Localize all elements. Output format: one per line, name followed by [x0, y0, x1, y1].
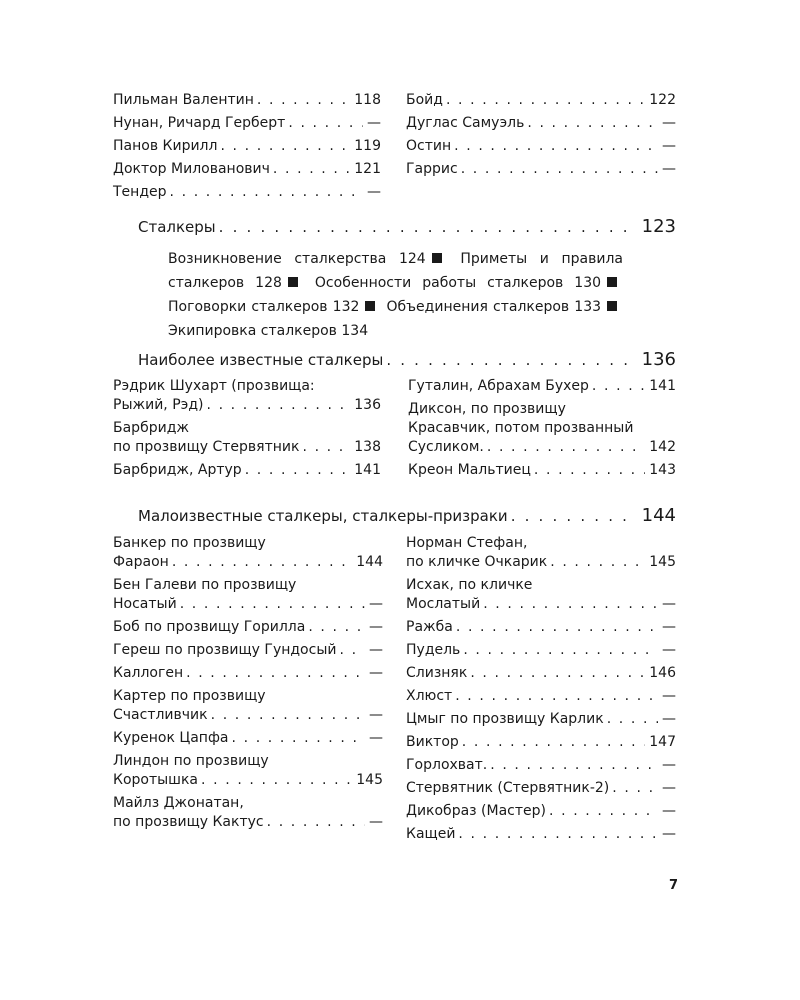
entry-page: —	[369, 619, 383, 635]
toc-entry[interactable]	[406, 756, 676, 775]
entry-page: 145	[356, 772, 383, 788]
subtopic-item[interactable]: Приметы и правила сталкеров 128	[168, 251, 623, 291]
entry-name-line: Красавчик, потом прозванный	[408, 420, 634, 436]
obscure-left-column	[113, 534, 383, 836]
entry-page: —	[369, 707, 383, 723]
toc-entry[interactable]	[408, 400, 676, 457]
entry-name-line: Коротышка	[113, 772, 199, 788]
entry-page: 142	[649, 439, 676, 455]
entry-name-line: Пудель	[406, 642, 461, 658]
toc-entry[interactable]	[406, 687, 676, 706]
entry-name-line: Гуталин, Абрахам Бухер	[408, 378, 589, 394]
entry-name-line: Стервятник (Стервятник-2)	[406, 780, 610, 796]
toc-entry[interactable]	[113, 576, 383, 614]
toc-entry[interactable]	[113, 534, 383, 572]
entry-name-line: Горлохват.	[406, 757, 488, 773]
entry-name-line: Счастливчик	[113, 707, 208, 723]
toc-entry[interactable]	[113, 419, 381, 457]
section-page: 144	[641, 505, 676, 526]
toc-entry[interactable]	[113, 114, 381, 133]
entry-name-line: по прозвищу Кактус	[113, 814, 264, 830]
subtopic-item[interactable]: Возникновение сталкерства 124	[168, 251, 426, 267]
toc-entry[interactable]	[406, 576, 676, 614]
entry-page: 118	[354, 92, 381, 108]
section-title: Наиболее известные сталкеры	[138, 351, 384, 369]
section-famous-heading[interactable]	[138, 349, 676, 371]
entry-name: Пильман Валентин	[113, 92, 254, 108]
entry-name: Панов Кирилл	[113, 138, 218, 154]
entry-name-line: Барбридж, Артур	[113, 462, 242, 478]
entry-name-line: Мослатый	[406, 596, 481, 612]
entry-name: Гаррис	[406, 161, 458, 177]
entry-page: —	[662, 161, 676, 177]
entry-name: Бойд	[406, 92, 443, 108]
famous-left-column	[113, 377, 381, 484]
toc-entry[interactable]	[113, 687, 383, 725]
entry-page: —	[369, 642, 383, 658]
entry-name-line: Рыжий, Рэд)	[113, 397, 204, 413]
entry-page: —	[662, 619, 676, 635]
entry-page: —	[662, 780, 676, 796]
toc-entry[interactable]	[113, 664, 383, 683]
entry-name-line: Креон Мальтиец	[408, 462, 531, 478]
entry-name-line: Диксон, по прозвищу	[408, 401, 566, 417]
entry-name-line: Ражба	[406, 619, 453, 635]
toc-entry[interactable]	[113, 752, 383, 790]
entry-name-line: Бен Галеви по прозвищу	[113, 577, 297, 593]
entry-page: —	[662, 642, 676, 658]
entry-page: 138	[354, 439, 381, 455]
entry-name-line: Картер по прозвищу	[113, 688, 266, 704]
entry-name-line: по прозвищу Стервятник	[113, 439, 300, 455]
entry-name-line: Виктор	[406, 734, 459, 750]
entry-page: —	[662, 826, 676, 842]
toc-entry[interactable]	[113, 377, 381, 415]
entry-name: Дуглас Самуэль	[406, 115, 525, 131]
toc-entry[interactable]	[406, 664, 676, 683]
entry-name-line: Норман Стефан,	[406, 535, 528, 551]
entry-name-line: Сусликом.	[408, 439, 484, 455]
toc-entry[interactable]	[406, 114, 676, 133]
toc-entry[interactable]	[406, 91, 676, 110]
entry-page: —	[369, 814, 383, 830]
entry-name-line: Барбридж	[113, 420, 189, 436]
square-bullet-icon	[365, 301, 375, 311]
toc-entry[interactable]	[113, 91, 381, 110]
entry-page: —	[369, 596, 383, 612]
entry-name-line: по кличке Очкарик	[406, 554, 548, 570]
entry-page: —	[662, 115, 676, 131]
entry-page: —	[662, 803, 676, 819]
entry-name: Нунан, Ричард Герберт	[113, 115, 286, 131]
square-bullet-icon	[607, 301, 617, 311]
subtopic-item[interactable]: Объединения сталкеров 133	[386, 299, 602, 315]
entry-page: 136	[354, 397, 381, 413]
section-title: Сталкеры	[138, 218, 216, 236]
famous-right-column	[408, 377, 676, 484]
toc-entry[interactable]	[406, 534, 676, 572]
entry-name-line: Носатый	[113, 596, 177, 612]
toc-entry[interactable]	[113, 461, 381, 480]
entry-page: 122	[649, 92, 676, 108]
section-stalkers-heading[interactable]	[138, 216, 676, 238]
entry-name: Остин	[406, 138, 452, 154]
toc-entry[interactable]	[113, 641, 383, 660]
toc-entry[interactable]	[113, 160, 381, 179]
toc-entry[interactable]	[406, 710, 676, 729]
entry-name: Тендер	[113, 184, 167, 200]
entry-name-line: Исхак, по кличке	[406, 577, 533, 593]
entry-page: 146	[649, 665, 676, 681]
section-page: 136	[641, 349, 676, 370]
entry-page: 147	[649, 734, 676, 750]
toc-entry[interactable]	[406, 802, 676, 821]
toc-entry[interactable]	[113, 137, 381, 156]
entry-name-line: Дикобраз (Мастер)	[406, 803, 546, 819]
entry-name-line: Цмыг по прозвищу Карлик	[406, 711, 604, 727]
entry-name-line: Хлюст	[406, 688, 453, 704]
toc-entry[interactable]	[408, 377, 676, 396]
square-bullet-icon	[288, 277, 298, 287]
toc-entry[interactable]	[113, 729, 383, 748]
square-bullet-icon	[607, 277, 617, 287]
entry-name-line: Линдон по прозвищу	[113, 753, 269, 769]
entry-name-line: Каллоген	[113, 665, 184, 681]
section-page: 123	[641, 216, 676, 237]
entry-name-line: Кащей	[406, 826, 456, 842]
entry-page: —	[369, 665, 383, 681]
entry-page: 143	[649, 462, 676, 478]
entry-name-line: Боб по прозвищу Горилла	[113, 619, 306, 635]
page-number: 7	[669, 878, 679, 893]
toc-entry[interactable]	[406, 825, 676, 844]
subtopic-item[interactable]: Экипировка сталкеров 134	[168, 323, 369, 339]
entry-page: 144	[356, 554, 383, 570]
top-left-column	[113, 91, 381, 206]
entry-name-line: Банкер по прозвищу	[113, 535, 266, 551]
entry-page: —	[367, 115, 381, 131]
toc-entry[interactable]	[113, 183, 381, 202]
entry-page: 119	[354, 138, 381, 154]
section-obscure-heading[interactable]	[138, 505, 676, 527]
entry-page: —	[367, 184, 381, 200]
entry-page: —	[662, 596, 676, 612]
top-right-column	[406, 91, 676, 183]
entry-name-line: Куренок Цапфа	[113, 730, 229, 746]
entry-page: —	[662, 711, 676, 727]
entry-page: 121	[354, 161, 381, 177]
entry-name-line: Рэдрик Шухарт (прозвища:	[113, 378, 315, 394]
toc-entry[interactable]	[406, 160, 676, 179]
toc-entry[interactable]	[406, 137, 676, 156]
entry-page: —	[662, 757, 676, 773]
subtopic-item[interactable]: Поговорки сталкеров 132	[168, 299, 360, 315]
toc-entry[interactable]	[406, 618, 676, 637]
entry-name-line: Фараон	[113, 554, 169, 570]
entry-page: 141	[354, 462, 381, 478]
entry-page: —	[369, 730, 383, 746]
section-title: Малоизвестные сталкеры, сталкеры-призраки	[138, 507, 508, 525]
toc-entry[interactable]	[113, 618, 383, 637]
subtopics-paragraph	[168, 247, 623, 343]
entry-page: —	[662, 688, 676, 704]
toc-entry[interactable]	[406, 733, 676, 752]
toc-entry[interactable]	[113, 794, 383, 832]
entry-page: —	[662, 138, 676, 154]
entry-name: Доктор Милованович	[113, 161, 270, 177]
entry-name-line: Гереш по прозвищу Гундосый	[113, 642, 337, 658]
toc-entry[interactable]	[406, 779, 676, 798]
entry-name-line: Слизняк	[406, 665, 468, 681]
square-bullet-icon	[432, 253, 442, 263]
entry-page: 141	[649, 378, 676, 394]
obscure-right-column	[406, 534, 676, 848]
entry-page: 145	[649, 554, 676, 570]
entry-name-line: Майлз Джонатан,	[113, 795, 244, 811]
toc-entry[interactable]	[408, 461, 676, 480]
subtopic-item[interactable]: Особенности работы сталкеров 130	[314, 275, 602, 291]
toc-entry[interactable]	[406, 641, 676, 660]
